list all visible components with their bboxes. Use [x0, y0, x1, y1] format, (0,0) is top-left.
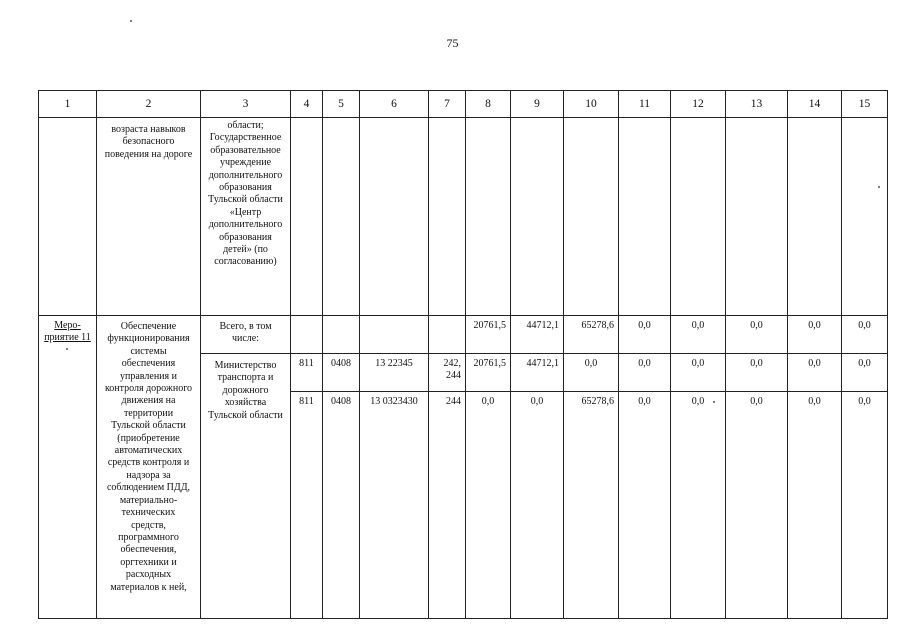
table-cell: [564, 354, 619, 392]
table-cell: [323, 392, 360, 619]
cell-value: 0,0: [858, 320, 871, 331]
table-cell: [671, 354, 726, 392]
cell-value: 44712,1: [526, 320, 559, 331]
cell-value: 242, 244: [443, 358, 461, 382]
header-col-10: 10: [564, 91, 619, 118]
cell-value: 0,0: [691, 358, 705, 369]
header-col-14: 14: [788, 91, 842, 118]
header-col-5: 5: [323, 91, 360, 118]
cell-value: 0,0: [858, 358, 871, 369]
table-cell: [671, 316, 726, 354]
cell-value: [323, 316, 359, 320]
page-number: 75: [446, 36, 459, 50]
cell-value: 0,0: [808, 358, 821, 369]
table-cell: [201, 118, 291, 316]
measure-description-cell: [97, 316, 201, 619]
continuation-row: [39, 118, 888, 316]
cell-value: 44712,1: [526, 358, 559, 369]
measure-description: Обеспечение функционирования системы обеспечения управления и контроля дорожного движения на территории Тульской области (приобретение автоматических средств контроля и надзора за соблюдением ПДД, материально- технических средств, программного обеспечения, оргтехники и расходных материалов к ней,: [104, 321, 193, 593]
cell-value: 0,0: [481, 396, 495, 407]
cell-value: 0,0: [638, 358, 651, 369]
measure-label-cell: [39, 316, 97, 619]
cell-value: 0,0: [858, 396, 871, 407]
header-col-1: 1: [39, 91, 97, 118]
cell-value: 0,0: [750, 396, 763, 407]
measure-label-link[interactable]: Меро- приятие 11: [44, 320, 91, 344]
header-col-8: 8: [466, 91, 511, 118]
table-cell: [788, 118, 842, 316]
table-cell: [360, 118, 429, 316]
table-cell: [564, 118, 619, 316]
table-cell: [429, 316, 466, 354]
header-col-2: 2: [97, 91, 201, 118]
table-cell: [466, 118, 511, 316]
header-col-4: 4: [291, 91, 323, 118]
table-cell: [291, 118, 323, 316]
cell-value: 0,0: [750, 358, 763, 369]
scan-speck: [713, 401, 715, 403]
measure-total-row: [39, 316, 888, 354]
header-col-3: 3: [201, 91, 291, 118]
cell-value: [360, 316, 428, 320]
cell-value: [291, 316, 322, 320]
executor-ministry: Министерство транспорта и дорожного хозяйства Тульской области: [208, 360, 283, 421]
table-cell: [323, 316, 360, 354]
executor-total: Всего, в том числе:: [219, 321, 272, 345]
table-cell: [466, 392, 511, 619]
scan-speck: [878, 186, 880, 188]
budget-table: [38, 90, 888, 619]
cell-value: 0,0: [750, 320, 763, 331]
table-cell: [429, 118, 466, 316]
table-cell: [323, 354, 360, 392]
table-cell: [726, 354, 788, 392]
table-cell: [323, 118, 360, 316]
table-cell: [842, 118, 888, 316]
table-cell: [429, 392, 466, 619]
table-cell: [97, 118, 201, 316]
table-cell: [788, 392, 842, 619]
table-cell: [466, 316, 511, 354]
cell-value: 244: [446, 396, 461, 407]
table-cell: [466, 354, 511, 392]
header-col-6: 6: [360, 91, 429, 118]
cell-value: 65278,6: [581, 320, 614, 331]
table-cell: [291, 392, 323, 619]
header-col-12: 12: [671, 91, 726, 118]
table-cell: [360, 316, 429, 354]
table-cell: [564, 316, 619, 354]
cell-value: 0,0: [638, 320, 651, 331]
header-col-9: 9: [511, 91, 564, 118]
header-col-11: 11: [619, 91, 671, 118]
cell-value: 20761,5: [473, 358, 506, 369]
cell-value: 0408: [331, 358, 351, 369]
continuation-text-col3: области; Государственное образовательное учреждение дополнительного образования Тульской области «Центр дополнительного образования детей» (по согласованию): [208, 120, 283, 268]
table-cell: [201, 354, 291, 619]
table-cell: [619, 316, 671, 354]
header-col-13: 13: [726, 91, 788, 118]
table-cell: [360, 354, 429, 392]
header-col-7: 7: [429, 91, 466, 118]
table-cell: [842, 392, 888, 619]
table-cell: [511, 354, 564, 392]
header-row: [39, 91, 888, 118]
continuation-text-col2: возраста навыков безопасного поведения на дороге: [104, 124, 193, 160]
table-cell: [511, 392, 564, 619]
cell-value: [429, 316, 465, 320]
cell-value: 0,0: [808, 396, 821, 407]
table-cell: [39, 118, 97, 316]
table-cell: [360, 392, 429, 619]
table-cell: [511, 316, 564, 354]
cell-value: 0,0: [691, 396, 705, 407]
table-cell: [788, 316, 842, 354]
cell-value: 811: [299, 358, 314, 369]
table-cell: [671, 118, 726, 316]
cell-value: 0,0: [530, 396, 544, 407]
cell-value: 65278,6: [581, 396, 614, 407]
cell-value: 13 22345: [375, 358, 413, 369]
cell-value: 0408: [331, 396, 351, 407]
table-cell: [726, 316, 788, 354]
table-cell: [726, 392, 788, 619]
table-cell: [788, 354, 842, 392]
header-col-15: 15: [842, 91, 888, 118]
cell-value: 0,0: [638, 396, 651, 407]
table-cell: [291, 316, 323, 354]
cell-value: 0,0: [808, 320, 821, 331]
scan-speck: [66, 348, 68, 350]
table-cell: [619, 354, 671, 392]
table-cell: [671, 392, 726, 619]
table-cell: [726, 118, 788, 316]
cell-value: 811: [299, 396, 314, 407]
table-cell: [619, 392, 671, 619]
table-cell: [842, 316, 888, 354]
table-cell: [429, 354, 466, 392]
table-cell: [291, 354, 323, 392]
cell-value: 0,0: [691, 320, 705, 331]
table-cell: [842, 354, 888, 392]
cell-value: 0,0: [584, 358, 598, 369]
table-cell: [564, 392, 619, 619]
table-cell: [201, 316, 291, 354]
table-cell: [511, 118, 564, 316]
table-cell: [619, 118, 671, 316]
scan-speck: [130, 20, 132, 22]
cell-value: 13 0323430: [370, 396, 418, 407]
cell-value: 20761,5: [473, 320, 506, 331]
